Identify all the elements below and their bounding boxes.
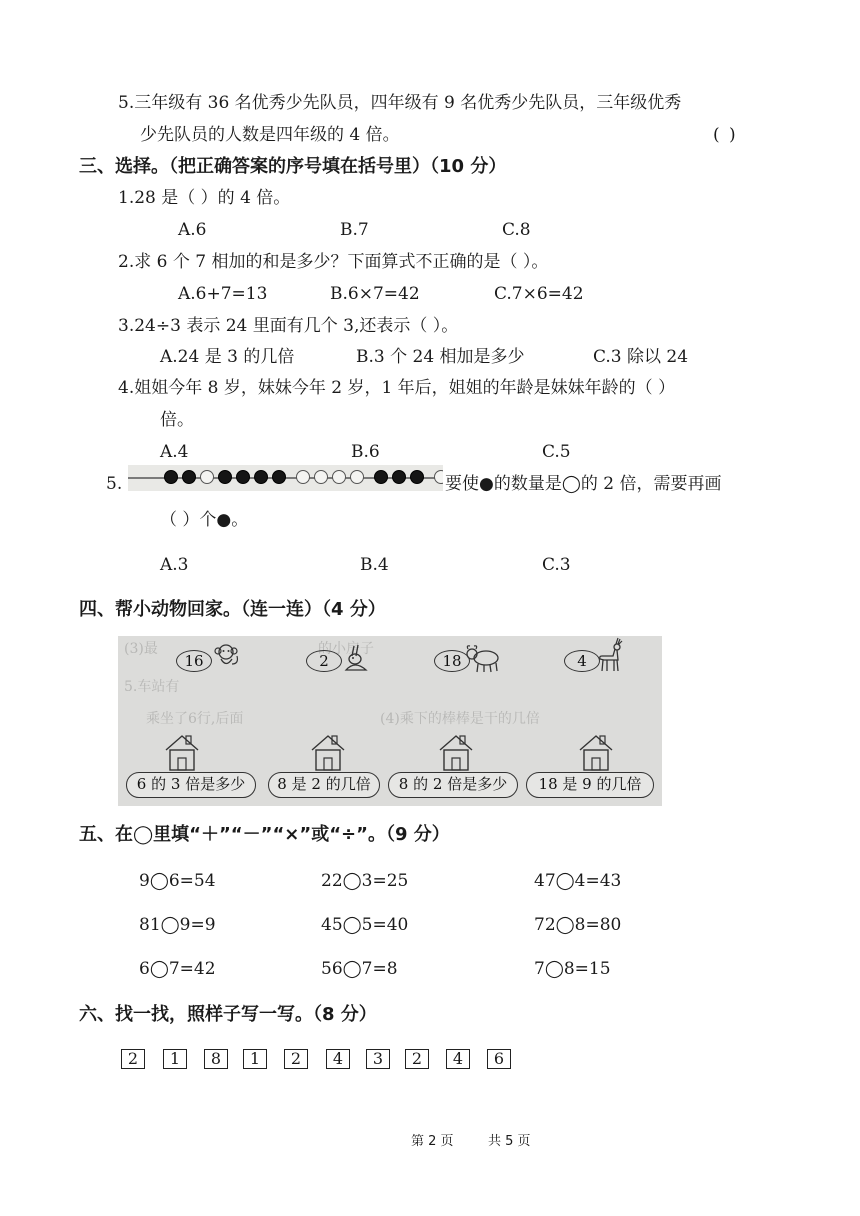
equation-r3c1[interactable]: 6◯7=42 — [139, 959, 216, 979]
section4-heading: 四、帮小动物回家。（连一连）（4 分） — [79, 599, 386, 620]
choice-q5-line2: （ ）个●。 — [160, 510, 249, 530]
digit-box: 3 — [366, 1049, 390, 1069]
choice-q4-option-a: A.4 — [160, 442, 189, 462]
digit-box: 6 — [487, 1049, 511, 1069]
deer-icon — [596, 636, 626, 674]
house-icon — [436, 732, 476, 772]
filled-bead — [236, 470, 250, 484]
choice-q1-option-c: C.8 — [502, 220, 531, 240]
bleed-text: (3)最 — [124, 641, 158, 657]
filled-bead — [164, 470, 178, 484]
choice-q1-text: 1.28 是（ ）的 4 倍。 — [118, 188, 291, 208]
hollow-bead — [350, 470, 364, 484]
animal-number-2[interactable]: 2 — [306, 650, 342, 672]
ox-icon — [464, 642, 504, 674]
filled-bead — [272, 470, 286, 484]
bead-string-image — [128, 465, 443, 491]
house-icon — [162, 732, 202, 772]
animal-house-panel — [118, 636, 662, 806]
page-number: 第 2 页 — [411, 1134, 454, 1149]
bleed-text: 的小房子 — [318, 641, 374, 657]
choice-q5-option-b: B.4 — [360, 555, 389, 575]
equation-r3c2[interactable]: 56◯7=8 — [321, 959, 398, 979]
house-label-4[interactable]: 18 是 9 的几倍 — [526, 772, 654, 798]
choice-q2-option-c: C.7×6=42 — [494, 284, 584, 304]
choice-q4-option-b: B.6 — [351, 442, 380, 462]
rabbit-icon — [340, 642, 370, 674]
choice-q2-option-a: A.6+7=13 — [178, 284, 268, 304]
equation-r2c1[interactable]: 81◯9=9 — [139, 915, 216, 935]
choice-q3-option-a: A.24 是 3 的几倍 — [160, 347, 295, 367]
hollow-bead — [296, 470, 310, 484]
choice-q5-number: 5. — [106, 474, 123, 494]
choice-q5-option-a: A.3 — [160, 555, 189, 575]
choice-q5-option-c: C.3 — [542, 555, 571, 575]
equation-r2c2[interactable]: 45◯5=40 — [321, 915, 409, 935]
choice-q1-option-b: B.7 — [340, 220, 369, 240]
hollow-bead — [434, 470, 443, 484]
choice-q2-text: 2.求 6 个 7 相加的和是多少？下面算式不正确的是（ ）。 — [118, 252, 549, 272]
equation-r1c3[interactable]: 47◯4=43 — [534, 871, 622, 891]
section6-heading: 六、找一找，照样子写一写。（8 分） — [79, 1004, 377, 1025]
filled-bead — [392, 470, 406, 484]
judge-q5-line2: 少先队员的人数是四年级的 4 倍。 — [140, 125, 400, 145]
animal-number-4[interactable]: 4 — [564, 650, 600, 672]
judge-q5-line1: 5.三年级有 36 名优秀少先队员，四年级有 9 名优秀少先队员，三年级优秀 — [118, 93, 682, 113]
section3-heading: 三、选择。（把正确答案的序号填在括号里）（10 分） — [79, 156, 507, 177]
house-icon — [308, 732, 348, 772]
equation-r3c3[interactable]: 7◯8=15 — [534, 959, 611, 979]
judge-q5-answer-paren[interactable]: ( ) — [713, 125, 738, 145]
filled-bead — [410, 470, 424, 484]
choice-q4-line2: 倍。 — [160, 410, 194, 430]
monkey-icon — [212, 642, 240, 672]
house-label-3[interactable]: 8 的 2 倍是多少 — [388, 772, 518, 798]
choice-q2-option-b: B.6×7=42 — [330, 284, 420, 304]
filled-bead — [374, 470, 388, 484]
digit-box: 2 — [405, 1049, 429, 1069]
hollow-bead — [314, 470, 328, 484]
choice-q4-line1: 4.姐姐今年 8 岁，妹妹今年 2 岁，1 年后，姐姐的年龄是妹妹年龄的（ ） — [118, 378, 676, 398]
bleed-text: 5.车站有 — [124, 679, 180, 695]
equation-r1c1[interactable]: 9◯6=54 — [139, 871, 216, 891]
filled-bead — [182, 470, 196, 484]
choice-q5-text: 要使●的数量是◯的 2 倍，需要再画 — [445, 474, 722, 494]
animal-number-3[interactable]: 18 — [434, 650, 470, 672]
section5-heading: 五、在◯里填“＋”“－”“×”或“÷”。（9 分） — [79, 824, 450, 845]
equation-r1c2[interactable]: 22◯3=25 — [321, 871, 409, 891]
filled-bead — [254, 470, 268, 484]
house-label-2[interactable]: 8 是 2 的几倍 — [268, 772, 380, 798]
page-total: 共 5 页 — [488, 1134, 531, 1149]
choice-q1-option-a: A.6 — [178, 220, 207, 240]
digit-box: 2 — [284, 1049, 308, 1069]
bleed-text: 乘坐了6行,后面 — [146, 711, 244, 727]
choice-q3-option-c: C.3 除以 24 — [593, 347, 689, 367]
filled-bead — [218, 470, 232, 484]
choice-q3-text: 3.24÷3 表示 24 里面有几个 3,还表示（ ）。 — [118, 316, 459, 336]
bleed-text: (4)乘下的棒棒是干的几倍 — [380, 711, 540, 727]
equation-r2c3[interactable]: 72◯8=80 — [534, 915, 622, 935]
digit-box: 8 — [204, 1049, 228, 1069]
hollow-bead — [332, 470, 346, 484]
hollow-bead — [200, 470, 214, 484]
digit-box: 1 — [163, 1049, 187, 1069]
choice-q3-option-b: B.3 个 24 相加是多少 — [356, 347, 525, 367]
digit-box: 1 — [243, 1049, 267, 1069]
house-label-1[interactable]: 6 的 3 倍是多少 — [126, 772, 256, 798]
digit-box: 4 — [446, 1049, 470, 1069]
choice-q4-option-c: C.5 — [542, 442, 571, 462]
digit-box: 4 — [326, 1049, 350, 1069]
animal-number-1[interactable]: 16 — [176, 650, 212, 672]
house-icon — [576, 732, 616, 772]
digit-box: 2 — [121, 1049, 145, 1069]
